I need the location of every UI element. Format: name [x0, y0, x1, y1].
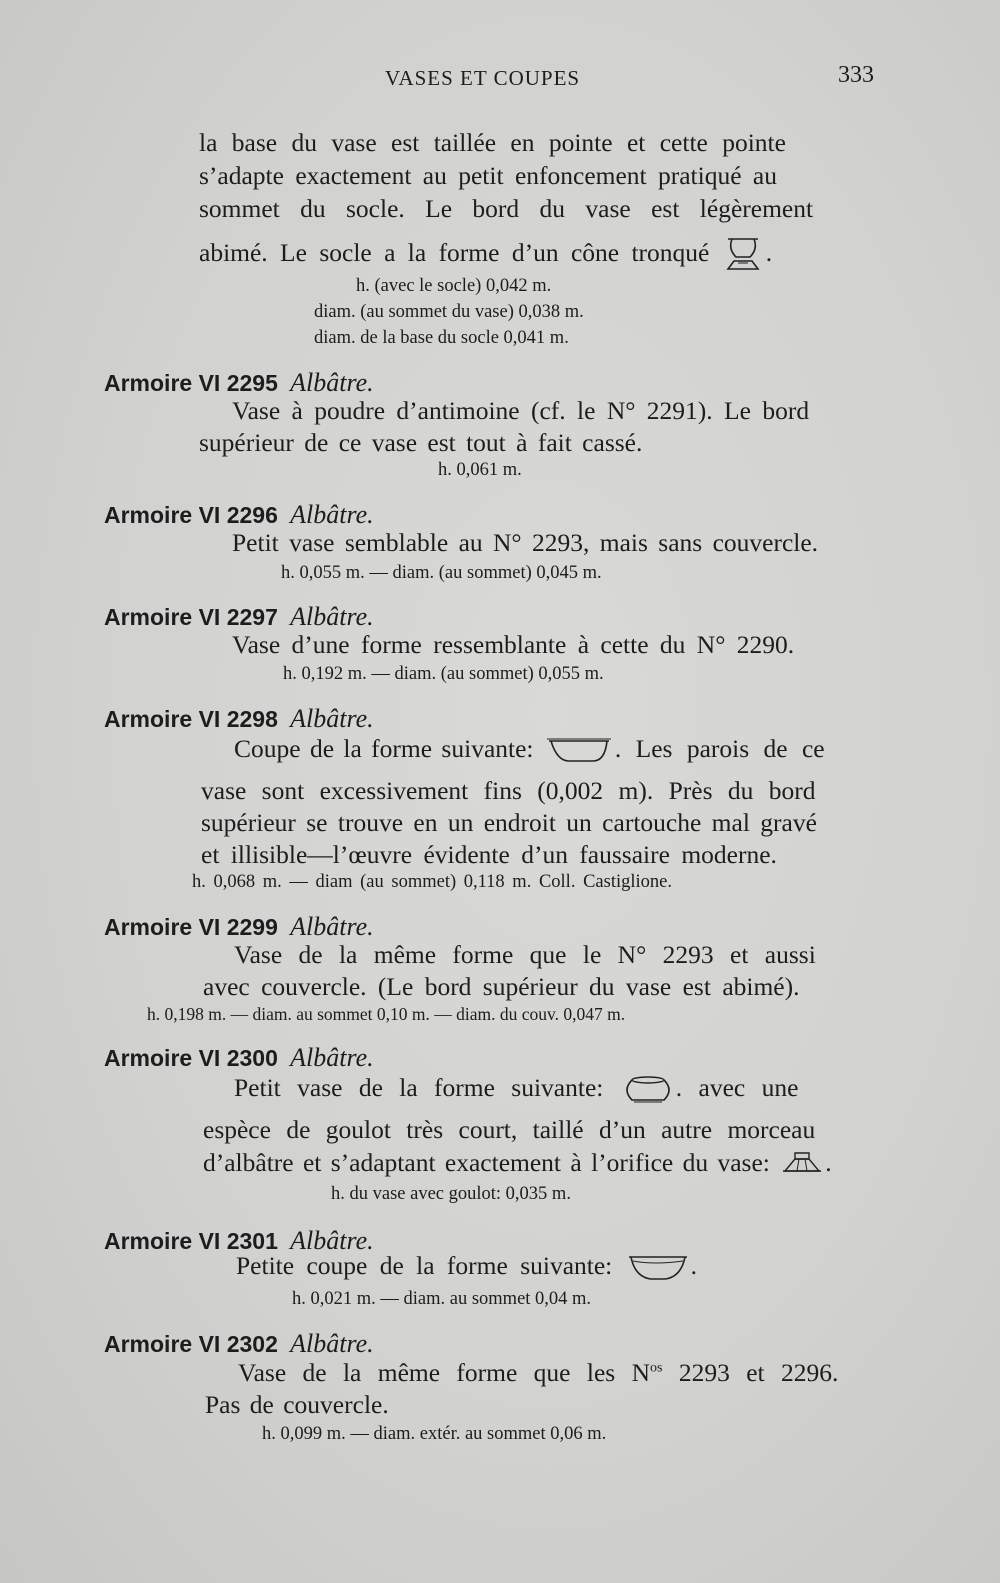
entry-material: Albâtre. — [290, 704, 374, 733]
shallow-bowl-icon — [543, 733, 615, 769]
entry-2302-line-1b: 2293 et 2296. — [662, 1358, 839, 1387]
page-number: 333 — [838, 62, 874, 88]
entry-material: Albâtre. — [290, 602, 374, 631]
intro-line-4: abimé. Le socle a la forme d’un cône tronqué . — [199, 235, 772, 275]
running-head: VASES ET COUPES — [385, 66, 581, 90]
entry-label: Armoire VI 2300 — [104, 1045, 278, 1071]
entry-2300-line-1a: Petit vase de la forme suivante: — [234, 1072, 604, 1102]
entry-2295-measure: h. 0,061 m. — [438, 460, 522, 480]
entry-2296-measure: h. 0,055 m. — diam. (au sommet) 0,045 m. — [281, 563, 602, 583]
small-jar-icon — [620, 1072, 676, 1108]
entry-material: Albâtre. — [290, 1329, 374, 1358]
entry-2297-line-1: Vase d’une forme ressemblante à cette du N° 2290. — [232, 630, 795, 659]
entry-label: Armoire VI 2295 — [104, 370, 278, 396]
entry-heading-2299 — [104, 912, 374, 942]
entry-2296-line-1: Petit vase semblable au N° 2293, mais sans couvercle. — [232, 528, 819, 557]
intro-line-2: s’adapte exactement au petit enfoncement pratiqué au — [199, 161, 777, 190]
entry-2298-line-1a: Coupe de la forme suivante: — [234, 733, 534, 763]
entry-material: Albâtre. — [290, 1043, 374, 1072]
entry-2298-line-2: vase sont excessivement fins (0,002 m). Près du bord — [201, 776, 816, 805]
entry-2297-measure: h. 0,192 m. — diam. (au sommet) 0,055 m. — [283, 664, 604, 684]
entry-label: Armoire VI 2297 — [104, 604, 278, 630]
entry-2299-line-2: avec couvercle. (Le bord supérieur du vase est abimé). — [203, 972, 800, 1001]
entry-2298-line-1b: . Les parois de ce — [614, 733, 825, 763]
intro-line-1: la base du vase est taillée en pointe et cette pointe — [199, 128, 786, 157]
entry-material: Albâtre. — [290, 500, 374, 529]
entry-2299-line-1: Vase de la même forme que le N° 2293 et aussi — [234, 940, 816, 969]
entry-heading-2296 — [104, 500, 374, 530]
entry-material: Albâtre. — [290, 912, 374, 941]
intro-measure-2: diam. (au sommet du vase) 0,038 m. — [314, 302, 584, 322]
entry-2301-line-1-text: Petite coupe de la forme suivante: — [236, 1251, 613, 1280]
entry-label: Armoire VI 2298 — [104, 706, 278, 732]
entry-2298-line-1 — [234, 733, 825, 769]
entry-2300-line-2: espèce de goulot très court, taillé d’un autre morceau — [203, 1115, 816, 1144]
entry-2302-sup: os — [650, 1360, 663, 1376]
entry-label: Armoire VI 2299 — [104, 914, 278, 940]
entry-2295-line-2: supérieur de ce vase est tout à fait cassé. — [199, 428, 643, 457]
intro-measure-1: h. (avec le socle) 0,042 m. — [356, 276, 552, 296]
entry-2300-line-1b: . avec une — [675, 1072, 799, 1102]
entry-label: Armoire VI 2302 — [104, 1331, 278, 1357]
entry-2302-line-1a: Vase de la même forme que les N — [238, 1358, 650, 1387]
intro-line-3: sommet du socle. Le bord du vase est légèrement — [199, 194, 814, 223]
entry-material: Albâtre. — [290, 368, 374, 397]
entry-2301-measure: h. 0,021 m. — diam. au sommet 0,04 m. — [292, 1289, 592, 1309]
entry-heading-2298 — [104, 704, 374, 734]
entry-heading-2295 — [104, 368, 374, 398]
entry-heading-2300 — [104, 1043, 374, 1073]
spout-lid-icon — [779, 1149, 825, 1181]
entry-2302-measure: h. 0,099 m. — diam. extér. au sommet 0,06 m. — [262, 1424, 607, 1444]
entry-material: Albâtre. — [290, 1226, 374, 1255]
entry-2300-line-3: d’albâtre et s’adaptant exactement à l’orifice du vase: . — [203, 1148, 832, 1181]
truncated-cone-vase-icon — [722, 235, 766, 275]
intro-line-4-text: abimé. Le socle a la forme d’un cône tronqué — [199, 237, 710, 267]
entry-label: Armoire VI 2301 — [104, 1228, 278, 1254]
entry-heading-2302 — [104, 1329, 374, 1359]
entry-2302-line-1 — [238, 1358, 838, 1388]
entry-2299-measure: h. 0,198 m. — diam. au sommet 0,10 m. — diam. du couv. 0,047 m. — [147, 1004, 626, 1024]
entry-2301-line-1: Petite coupe de la forme suivante: . — [236, 1251, 697, 1285]
entry-2298-measure: h. 0,068 m. — diam (au sommet) 0,118 m. Coll. Castiglione. — [192, 872, 672, 892]
entry-2302-line-2: Pas de couvercle. — [205, 1390, 389, 1419]
entry-2295-line-1: Vase à poudre d’antimoine (cf. le N° 2291). Le bord — [232, 396, 810, 425]
entry-2298-line-3: supérieur se trouve en un endroit un cartouche mal gravé — [201, 808, 817, 837]
small-bowl-icon — [625, 1251, 691, 1285]
entry-label: Armoire VI 2296 — [104, 502, 278, 528]
entry-2300-line-3-text: d’albâtre et s’adaptant exactement à l’orifice du vase: — [203, 1148, 770, 1177]
entry-heading-2297 — [104, 602, 374, 632]
intro-measure-3: diam. de la base du socle 0,041 m. — [314, 328, 569, 348]
entry-2298-line-4: et illisible—l’œuvre évidente d’un faussaire moderne. — [201, 840, 777, 869]
entry-2300-line-1 — [234, 1072, 798, 1108]
entry-2300-measure: h. du vase avec goulot: 0,035 m. — [331, 1184, 571, 1204]
